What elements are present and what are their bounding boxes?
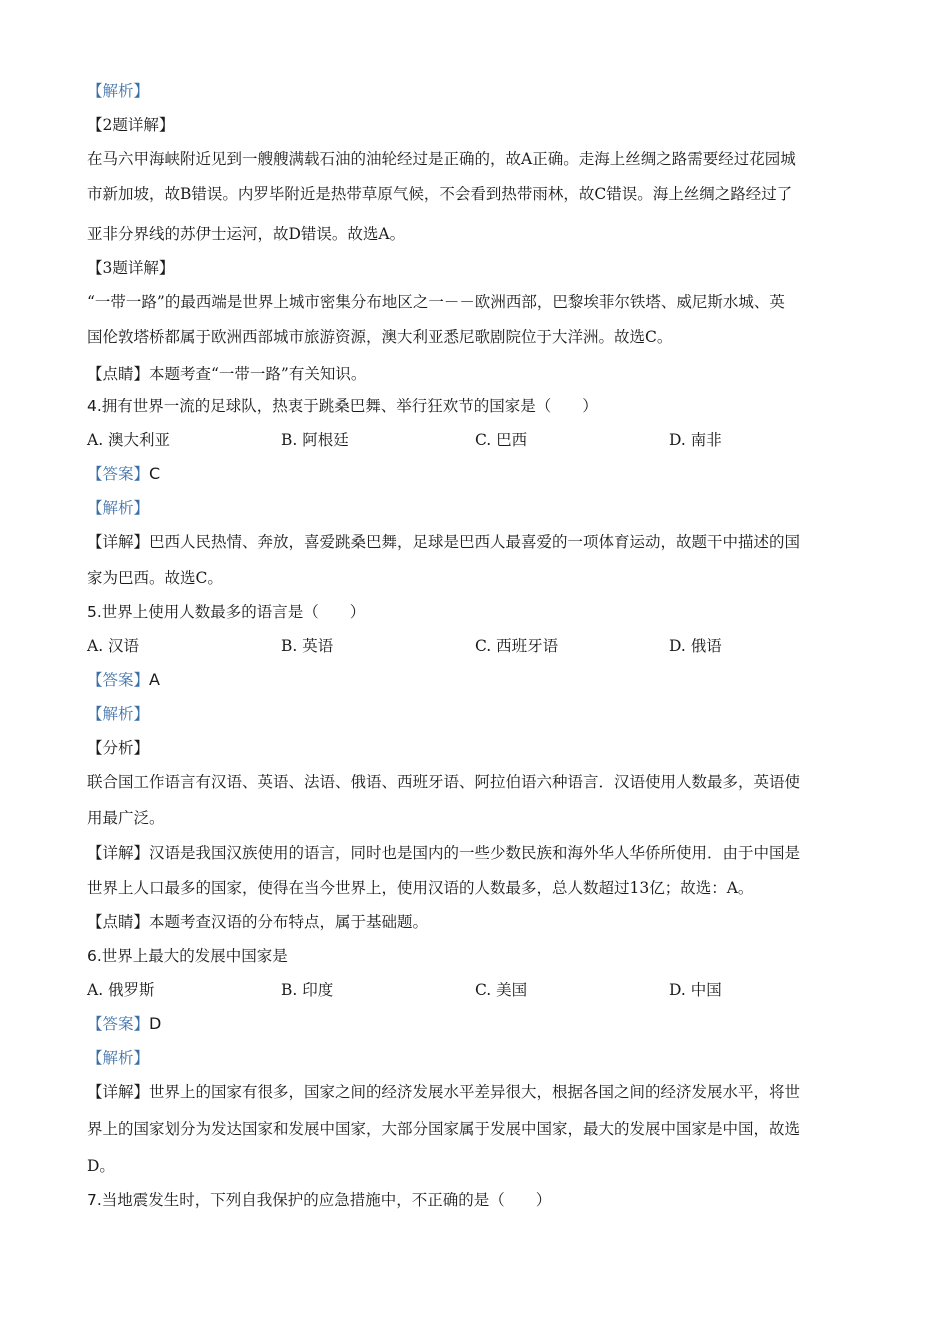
text-line: 联合国工作语言有汉语、英语、法语、俄语、西班牙语、阿拉伯语六种语言．汉语使用人数最多，英语使 [87,773,801,791]
q6-analysis-heading: 【解析】 [87,1049,150,1067]
q4-option-a: A. 澳大利亚 [87,431,171,449]
q5-option-c: C. 西班牙语 [475,637,559,655]
answer-value: C [149,464,161,483]
answer-value: D [149,1014,162,1033]
text-line: 国伦敦塔桥都属于欧洲西部城市旅游资源，澳大利亚悉尼歌剧院位于大洋洲。故选C。 [87,328,673,346]
q4-option-b: B. 阿根廷 [281,431,349,449]
q5-analysis-heading: 【解析】 [87,705,150,723]
text-line: 【详解】汉语是我国汉族使用的语言，同时也是国内的一些少数民族和海外华人华侨所使用．由于中国是 [87,844,801,862]
q2-detail-heading: 【2题详解】 [87,116,175,134]
q6-option-c: C. 美国 [475,981,528,999]
q3-detail-heading: 【3题详解】 [87,259,175,277]
q5-option-a: A. 汉语 [87,637,140,655]
q6-option-a: A. 俄罗斯 [87,981,155,999]
question-4-stem: 4.拥有世界一流的足球队，热衷于跳桑巴舞、举行狂欢节的国家是（ ） [87,397,598,415]
q5-answer [87,670,160,690]
analysis-heading: 【解析】 [87,82,150,100]
answer-tag: 【答案】 [87,671,150,689]
text-line: 界上的国家划分为发达国家和发展中国家，大部分国家属于发展中国家，最大的发展中国家是中国，故选 [87,1120,801,1138]
q5-option-d: D. 俄语 [669,637,722,655]
text-line: “一带一路”的最西端是世界上城市密集分布地区之一－－欧洲西部，巴黎埃菲尔铁塔、威尼斯水城、英 [87,293,785,311]
q5-option-b: B. 英语 [281,637,334,655]
text-line: 亚非分界线的苏伊士运河，故D错误。故选A。 [87,225,406,243]
text-line: D。 [87,1157,115,1175]
tip-line: 【点睛】本题考查汉语的分布特点，属于基础题。 [87,913,429,931]
text-line: 【详解】巴西人民热情、奔放，喜爱跳桑巴舞，足球是巴西人最喜爱的一项体育运动，故题干中描述的国 [87,533,801,551]
question-5-stem: 5.世界上使用人数最多的语言是（ ） [87,603,366,621]
text-line: 市新加坡，故B错误。内罗毕附近是热带草原气候，不会看到热带雨林，故C错误。海上丝绸之路经过了 [87,185,793,203]
text-line: 用最广泛。 [87,809,165,827]
text-line: 家为巴西。故选C。 [87,569,223,587]
q4-option-d: D. 南非 [669,431,722,449]
tip-line: 【点睛】本题考查“一带一路”有关知识。 [87,365,367,383]
text-line: 世界上人口最多的国家，使得在当今世界上，使用汉语的人数最多，总人数超过13亿；故选：A。 [87,879,754,897]
q4-analysis-heading: 【解析】 [87,499,150,517]
question-6-stem: 6.世界上最大的发展中国家是 [87,947,288,965]
question-7-stem: 7.当地震发生时，下列自我保护的应急措施中，不正确的是（ ） [87,1191,552,1209]
text-line: 在马六甲海峡附近见到一艘艘满载石油的油轮经过是正确的，故A正确。走海上丝绸之路需要经过花园城 [87,150,796,168]
answer-tag: 【答案】 [87,1015,150,1033]
q5-fenxi-heading: 【分析】 [87,739,150,757]
answer-value: A [149,670,160,689]
text-line: 【详解】世界上的国家有很多，国家之间的经济发展水平差异很大，根据各国之间的经济发展水平，将世 [87,1083,801,1101]
q6-option-b: B. 印度 [281,981,334,999]
q6-answer [87,1014,161,1034]
answer-tag: 【答案】 [87,465,150,483]
q6-option-d: D. 中国 [669,981,722,999]
q4-option-c: C. 巴西 [475,431,528,449]
q4-answer [87,464,160,484]
